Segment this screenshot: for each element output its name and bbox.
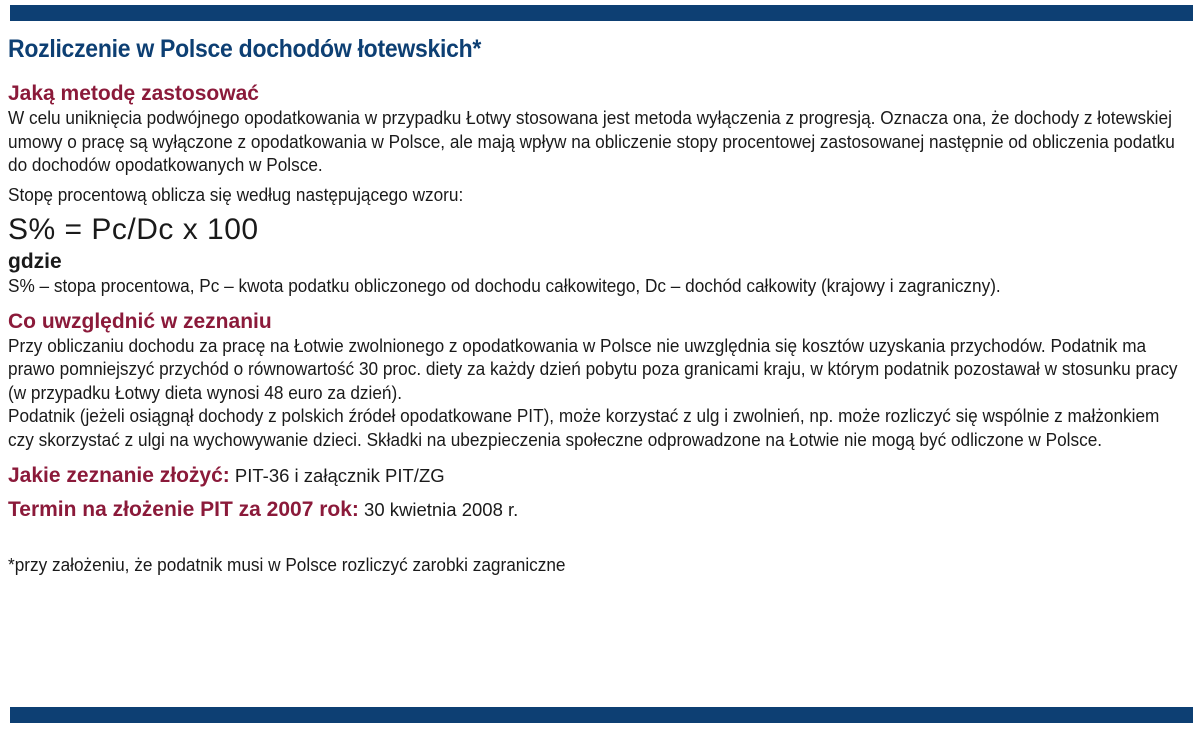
filing-info [8,463,1190,489]
formula-definitions: S% – stopa procentowa, Pc – kwota podatku obliczonego od dochodu całkowitego, Dc – dochód całkowity (krajowy i zagraniczny). [8,275,1001,296]
deadline-label: Termin na złożenie PIT za 2007 rok: [8,498,359,521]
section-heading-method: Jaką metodę zastosować [8,82,259,105]
declaration-paragraph-2: Podatnik (jeżeli osiągnął dochody z polskich źródeł opodatkowane PIT), może korzystać z ulg i zwolnień, np. może rozliczyć się wspólnie z małżonkiem czy skorzystać z ulgi na wychowywanie dzieci. Składki na ubezpieczenia społeczne odprowadzone na Łotwie nie mogą być odliczone w Polsce. [8,405,1160,450]
page-title: Rozliczenie w Polsce dochodów łotewskich* [8,35,482,63]
bottom-border-bar [10,707,1193,723]
formula-where-label: gdzie [8,250,62,273]
method-paragraph: W celu uniknięcia podwójnego opodatkowania w przypadku Łotwy stosowana jest metoda wyłączenia z progresją. Oznacza ona, że dochody z łotewskiej umowy o pracę są wyłączone z opodatkowania w Polsce, ale mają wpływ na obliczenie stopy procentowej zastosowanej następnie od obliczenia podatku do dochodów opodatkowanych w Polsce. [8,107,1175,175]
top-border-bar [10,5,1193,21]
deadline-info [8,497,1190,523]
filing-value: PIT-36 i załącznik PIT/ZG [229,465,445,486]
formula: S% = Pc/Dc x 100 [8,213,259,246]
deadline-value: 30 kwietnia 2008 r. [358,499,519,520]
section-heading-declaration: Co uwzględnić w zeznaniu [8,309,272,333]
filing-label: Jakie zeznanie złożyć: [8,464,230,487]
declaration-paragraph-1: Przy obliczaniu dochodu za pracę na Łotwie zwolnionego z opodatkowania w Polsce nie uwzględnia się kosztów uzyskania przychodów. Podatnik ma prawo pomniejszyć przychód o równowartość 30 proc. diety za każdy dzień pobytu poza granicami kraju, w którym podatnik pozostawał w stosunku pracy (w przypadku Łotwy dieta wynosi 48 euro za dzień). [8,334,1178,403]
document-body [8,28,1190,576]
footnote: *przy założeniu, że podatnik musi w Polsce rozliczyć zarobki zagraniczne [8,554,566,575]
formula-intro: Stopę procentową oblicza się według następującego wzoru: [8,183,464,205]
